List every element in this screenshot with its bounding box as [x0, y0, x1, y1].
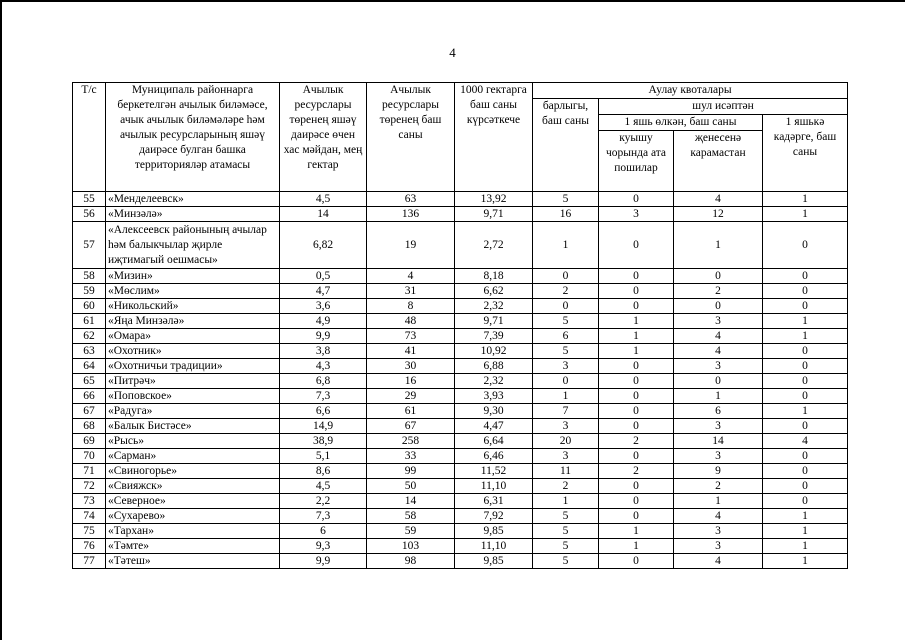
cell-under-one: 0 — [763, 449, 848, 464]
cell-density: 6,64 — [455, 434, 533, 449]
cell-under-one: 0 — [763, 299, 848, 314]
cell-total: 2 — [533, 284, 599, 299]
cell-count: 33 — [367, 449, 455, 464]
cell-older-regardless-sex: 4 — [674, 509, 763, 524]
col-header-including: шул исәптән — [599, 99, 848, 115]
cell-older-regardless-sex: 4 — [674, 192, 763, 207]
table-row — [73, 539, 848, 554]
cell-area: 14 — [280, 207, 367, 222]
cell-total: 0 — [533, 269, 599, 284]
cell-area: 14,9 — [280, 419, 367, 434]
table-row — [73, 269, 848, 284]
table-row — [73, 464, 848, 479]
cell-area: 4,3 — [280, 359, 367, 374]
table-row — [73, 329, 848, 344]
cell-density: 9,71 — [455, 314, 533, 329]
cell-under-one: 0 — [763, 359, 848, 374]
cell-name: «Омара» — [106, 329, 280, 344]
hunting-quota-table — [72, 82, 848, 569]
cell-area: 2,2 — [280, 494, 367, 509]
cell-num: 65 — [73, 374, 106, 389]
cell-density: 8,18 — [455, 269, 533, 284]
cell-num: 73 — [73, 494, 106, 509]
cell-area: 9,3 — [280, 539, 367, 554]
cell-total: 2 — [533, 479, 599, 494]
cell-count: 58 — [367, 509, 455, 524]
cell-name: «Тәмте» — [106, 539, 280, 554]
page-border-left — [0, 0, 2, 640]
cell-density: 6,46 — [455, 449, 533, 464]
cell-name: «Минзәлә» — [106, 207, 280, 222]
cell-under-one: 0 — [763, 494, 848, 509]
cell-count: 29 — [367, 389, 455, 404]
cell-name: «Балык Бистәсе» — [106, 419, 280, 434]
cell-older-regardless-sex: 4 — [674, 554, 763, 569]
table-row — [73, 449, 848, 464]
cell-count: 99 — [367, 464, 455, 479]
cell-name: «Охотничьи традиции» — [106, 359, 280, 374]
table-header — [73, 83, 848, 192]
cell-total: 0 — [533, 374, 599, 389]
cell-total: 5 — [533, 192, 599, 207]
cell-name: «Менделеевск» — [106, 192, 280, 207]
cell-name: «Мөслим» — [106, 284, 280, 299]
table-row — [73, 389, 848, 404]
cell-density: 7,39 — [455, 329, 533, 344]
col-header-name: Муниципаль районнарга беркетелгән ачылык биләмәсе, ачык ачылык биләмәләре һәм ачылык ресурсларының яшәү даирәсе булган башка территорияләр атамасы — [106, 83, 280, 192]
page-number: 4 — [449, 45, 456, 60]
cell-area: 0,5 — [280, 269, 367, 284]
cell-older-adult-female: 0 — [599, 222, 674, 269]
cell-under-one: 0 — [763, 269, 848, 284]
cell-density: 4,47 — [455, 419, 533, 434]
cell-count: 98 — [367, 554, 455, 569]
cell-older-regardless-sex: 1 — [674, 389, 763, 404]
cell-total: 7 — [533, 404, 599, 419]
cell-density: 2,32 — [455, 299, 533, 314]
cell-total: 6 — [533, 329, 599, 344]
cell-area: 7,3 — [280, 389, 367, 404]
cell-density: 2,32 — [455, 374, 533, 389]
cell-under-one: 0 — [763, 419, 848, 434]
cell-older-regardless-sex: 3 — [674, 524, 763, 539]
cell-older-adult-female: 0 — [599, 299, 674, 314]
cell-older-adult-female: 3 — [599, 207, 674, 222]
col-header-adult-female: куышу чорында ата пошилар — [599, 131, 674, 192]
cell-name: «Питрәч» — [106, 374, 280, 389]
cell-older-adult-female: 0 — [599, 389, 674, 404]
col-header-density: 1000 гектарга баш саны күрсәткече — [455, 83, 533, 192]
cell-area: 6,6 — [280, 404, 367, 419]
cell-under-one: 0 — [763, 479, 848, 494]
cell-count: 59 — [367, 524, 455, 539]
col-header-regardless-sex: җенесенә карамастан — [674, 131, 763, 192]
cell-count: 73 — [367, 329, 455, 344]
cell-num: 76 — [73, 539, 106, 554]
cell-density: 13,92 — [455, 192, 533, 207]
cell-total: 3 — [533, 419, 599, 434]
cell-older-adult-female: 0 — [599, 554, 674, 569]
cell-count: 63 — [367, 192, 455, 207]
cell-total: 1 — [533, 494, 599, 509]
cell-count: 61 — [367, 404, 455, 419]
cell-under-one: 0 — [763, 344, 848, 359]
cell-older-regardless-sex: 9 — [674, 464, 763, 479]
table-row — [73, 479, 848, 494]
table-row — [73, 314, 848, 329]
cell-older-regardless-sex: 2 — [674, 479, 763, 494]
cell-density: 2,72 — [455, 222, 533, 269]
cell-total: 16 — [533, 207, 599, 222]
table-body — [73, 192, 848, 569]
cell-area: 9,9 — [280, 329, 367, 344]
cell-under-one: 1 — [763, 192, 848, 207]
cell-num: 66 — [73, 389, 106, 404]
cell-older-regardless-sex: 0 — [674, 269, 763, 284]
table-row — [73, 434, 848, 449]
cell-name: «Охотник» — [106, 344, 280, 359]
cell-total: 5 — [533, 539, 599, 554]
cell-name: «Радуга» — [106, 404, 280, 419]
cell-under-one: 0 — [763, 222, 848, 269]
cell-num: 68 — [73, 419, 106, 434]
cell-num: 62 — [73, 329, 106, 344]
cell-density: 9,85 — [455, 554, 533, 569]
cell-under-one: 1 — [763, 509, 848, 524]
cell-name: «Никольский» — [106, 299, 280, 314]
cell-num: 55 — [73, 192, 106, 207]
cell-name: «Тархан» — [106, 524, 280, 539]
cell-under-one: 1 — [763, 539, 848, 554]
cell-num: 64 — [73, 359, 106, 374]
cell-num: 59 — [73, 284, 106, 299]
table-row — [73, 509, 848, 524]
cell-older-regardless-sex: 3 — [674, 419, 763, 434]
cell-name: «Сухарево» — [106, 509, 280, 524]
cell-area: 4,5 — [280, 192, 367, 207]
cell-older-regardless-sex: 6 — [674, 404, 763, 419]
cell-total: 3 — [533, 359, 599, 374]
cell-total: 5 — [533, 554, 599, 569]
cell-older-adult-female: 0 — [599, 269, 674, 284]
cell-older-regardless-sex: 12 — [674, 207, 763, 222]
cell-older-adult-female: 1 — [599, 329, 674, 344]
cell-count: 67 — [367, 419, 455, 434]
cell-older-regardless-sex: 0 — [674, 299, 763, 314]
cell-older-regardless-sex: 3 — [674, 314, 763, 329]
cell-name: «Поповское» — [106, 389, 280, 404]
col-header-quota-group: Аулау квоталары — [533, 83, 848, 99]
cell-under-one: 0 — [763, 389, 848, 404]
table-row — [73, 554, 848, 569]
cell-count: 16 — [367, 374, 455, 389]
cell-name: «Алексеевск районының ачылар һәм балыкчылар җирле иҗтимагый оешмасы» — [106, 222, 280, 269]
cell-name: «Рысь» — [106, 434, 280, 449]
table-row — [73, 404, 848, 419]
cell-older-adult-female: 2 — [599, 464, 674, 479]
cell-under-one: 0 — [763, 374, 848, 389]
cell-num: 58 — [73, 269, 106, 284]
cell-name: «Тәтеш» — [106, 554, 280, 569]
table-row — [73, 494, 848, 509]
cell-total: 1 — [533, 389, 599, 404]
cell-older-adult-female: 0 — [599, 419, 674, 434]
cell-area: 38,9 — [280, 434, 367, 449]
table-row — [73, 284, 848, 299]
cell-num: 71 — [73, 464, 106, 479]
cell-older-adult-female: 0 — [599, 509, 674, 524]
cell-count: 258 — [367, 434, 455, 449]
cell-total: 11 — [533, 464, 599, 479]
cell-count: 50 — [367, 479, 455, 494]
cell-num: 74 — [73, 509, 106, 524]
cell-total: 5 — [533, 509, 599, 524]
cell-older-adult-female: 1 — [599, 344, 674, 359]
cell-count: 31 — [367, 284, 455, 299]
cell-name: «Свиногорье» — [106, 464, 280, 479]
cell-older-regardless-sex: 1 — [674, 494, 763, 509]
cell-density: 11,10 — [455, 539, 533, 554]
cell-num: 72 — [73, 479, 106, 494]
cell-under-one: 1 — [763, 329, 848, 344]
cell-density: 9,85 — [455, 524, 533, 539]
cell-density: 10,92 — [455, 344, 533, 359]
col-header-total: барлыгы, баш саны — [533, 99, 599, 192]
cell-older-regardless-sex: 3 — [674, 539, 763, 554]
cell-area: 6,8 — [280, 374, 367, 389]
cell-num: 56 — [73, 207, 106, 222]
cell-older-regardless-sex: 4 — [674, 344, 763, 359]
col-header-area: Ачылык ресурслары төренең яшәү даирәсе өчен хас мәйдан, мең гектар — [280, 83, 367, 192]
table-row — [73, 524, 848, 539]
cell-num: 75 — [73, 524, 106, 539]
cell-older-adult-female: 0 — [599, 359, 674, 374]
cell-older-regardless-sex: 0 — [674, 374, 763, 389]
table-row — [73, 359, 848, 374]
cell-area: 3,8 — [280, 344, 367, 359]
cell-density: 11,52 — [455, 464, 533, 479]
table-row — [73, 222, 848, 269]
cell-num: 70 — [73, 449, 106, 464]
cell-older-regardless-sex: 4 — [674, 329, 763, 344]
cell-density: 9,71 — [455, 207, 533, 222]
cell-total: 0 — [533, 299, 599, 314]
cell-under-one: 1 — [763, 314, 848, 329]
cell-area: 4,9 — [280, 314, 367, 329]
cell-under-one: 1 — [763, 404, 848, 419]
cell-older-adult-female: 1 — [599, 314, 674, 329]
cell-density: 11,10 — [455, 479, 533, 494]
cell-under-one: 1 — [763, 207, 848, 222]
cell-older-regardless-sex: 3 — [674, 449, 763, 464]
cell-density: 6,62 — [455, 284, 533, 299]
cell-num: 60 — [73, 299, 106, 314]
cell-count: 136 — [367, 207, 455, 222]
cell-count: 8 — [367, 299, 455, 314]
col-header-count: Ачылык ресурслары төренең баш саны — [367, 83, 455, 192]
cell-num: 77 — [73, 554, 106, 569]
cell-num: 67 — [73, 404, 106, 419]
cell-total: 20 — [533, 434, 599, 449]
cell-count: 41 — [367, 344, 455, 359]
cell-name: «Северное» — [106, 494, 280, 509]
cell-older-regardless-sex: 14 — [674, 434, 763, 449]
cell-name: «Свияжск» — [106, 479, 280, 494]
cell-older-adult-female: 0 — [599, 374, 674, 389]
cell-area: 9,9 — [280, 554, 367, 569]
cell-area: 6 — [280, 524, 367, 539]
cell-num: 57 — [73, 222, 106, 269]
cell-density: 9,30 — [455, 404, 533, 419]
cell-total: 3 — [533, 449, 599, 464]
table-row — [73, 374, 848, 389]
cell-count: 30 — [367, 359, 455, 374]
cell-density: 6,88 — [455, 359, 533, 374]
table-row — [73, 344, 848, 359]
cell-density: 3,93 — [455, 389, 533, 404]
cell-num: 61 — [73, 314, 106, 329]
cell-older-regardless-sex: 3 — [674, 359, 763, 374]
cell-under-one: 0 — [763, 464, 848, 479]
cell-area: 6,82 — [280, 222, 367, 269]
cell-name: «Сарман» — [106, 449, 280, 464]
cell-name: «Мизин» — [106, 269, 280, 284]
cell-area: 4,7 — [280, 284, 367, 299]
cell-older-adult-female: 0 — [599, 284, 674, 299]
cell-area: 8,6 — [280, 464, 367, 479]
cell-density: 6,31 — [455, 494, 533, 509]
cell-count: 14 — [367, 494, 455, 509]
table-row — [73, 207, 848, 222]
cell-count: 48 — [367, 314, 455, 329]
cell-num: 63 — [73, 344, 106, 359]
cell-older-adult-female: 0 — [599, 479, 674, 494]
cell-older-adult-female: 0 — [599, 192, 674, 207]
cell-under-one: 4 — [763, 434, 848, 449]
cell-count: 4 — [367, 269, 455, 284]
cell-count: 103 — [367, 539, 455, 554]
cell-count: 19 — [367, 222, 455, 269]
col-header-under-one: 1 яшькә кадәрге, баш саны — [763, 115, 848, 192]
cell-under-one: 1 — [763, 554, 848, 569]
cell-older-regardless-sex: 1 — [674, 222, 763, 269]
cell-area: 3,6 — [280, 299, 367, 314]
cell-total: 5 — [533, 344, 599, 359]
cell-name: «Яңа Минзәлә» — [106, 314, 280, 329]
cell-area: 4,5 — [280, 479, 367, 494]
col-header-num: Т/с — [73, 83, 106, 192]
cell-older-adult-female: 1 — [599, 524, 674, 539]
cell-num: 69 — [73, 434, 106, 449]
cell-older-regardless-sex: 2 — [674, 284, 763, 299]
table-row — [73, 419, 848, 434]
cell-area: 5,1 — [280, 449, 367, 464]
cell-total: 1 — [533, 222, 599, 269]
table-row — [73, 299, 848, 314]
cell-total: 5 — [533, 524, 599, 539]
cell-older-adult-female: 1 — [599, 539, 674, 554]
cell-area: 7,3 — [280, 509, 367, 524]
cell-under-one: 1 — [763, 524, 848, 539]
cell-under-one: 0 — [763, 284, 848, 299]
col-header-older: 1 яшь өлкән, баш саны — [599, 115, 763, 131]
cell-older-adult-female: 2 — [599, 434, 674, 449]
cell-total: 5 — [533, 314, 599, 329]
cell-older-adult-female: 0 — [599, 449, 674, 464]
table-row — [73, 192, 848, 207]
cell-older-adult-female: 0 — [599, 494, 674, 509]
cell-density: 7,92 — [455, 509, 533, 524]
page-border-top — [0, 0, 905, 2]
cell-older-adult-female: 0 — [599, 404, 674, 419]
